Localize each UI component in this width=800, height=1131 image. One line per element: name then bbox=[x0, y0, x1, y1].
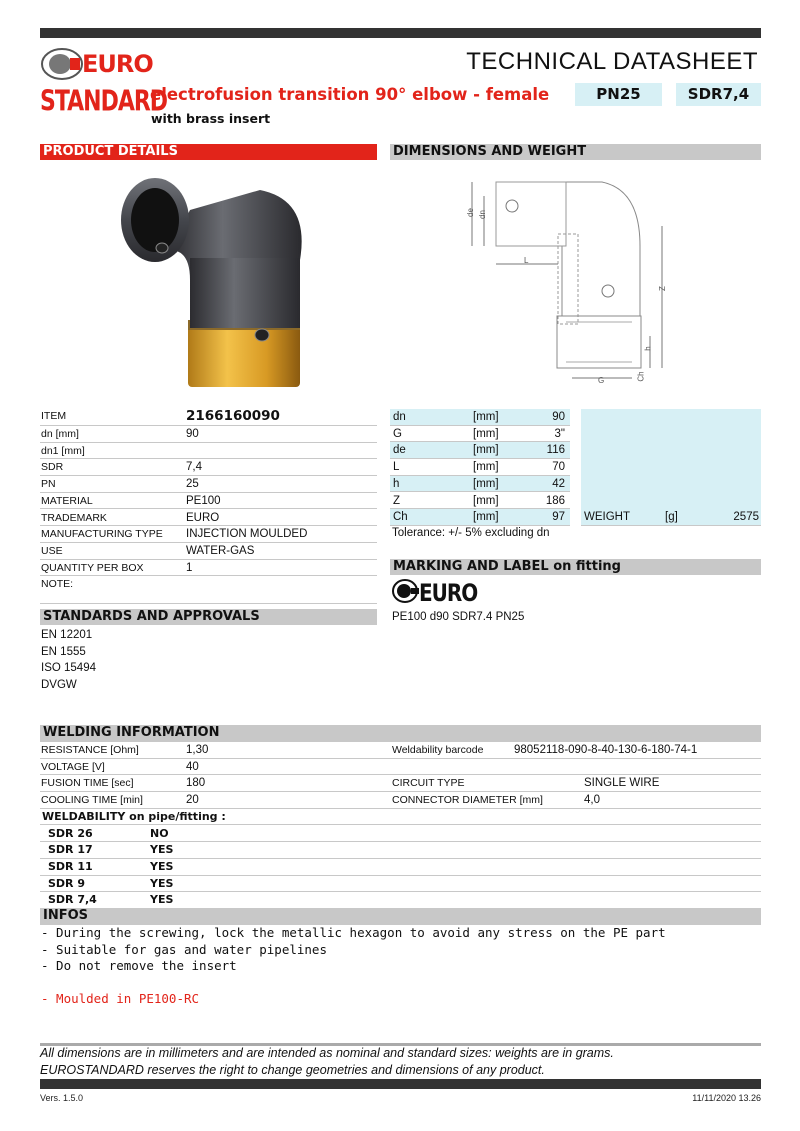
weldability-row bbox=[40, 842, 761, 859]
standard-item: ISO 15494 bbox=[41, 662, 96, 675]
product-value: 1 bbox=[186, 561, 193, 574]
product-value: EURO bbox=[186, 511, 220, 524]
product-row-note bbox=[40, 576, 377, 604]
infos-list bbox=[41, 925, 666, 975]
product-row-item bbox=[40, 408, 377, 426]
dimension-name: dn bbox=[393, 411, 406, 423]
weldability-row bbox=[40, 876, 761, 893]
product-row-material bbox=[40, 493, 377, 510]
product-label: dn [mm] bbox=[41, 428, 79, 440]
date-text: 11/11/2020 13.26 bbox=[692, 1093, 761, 1103]
dimension-row-de bbox=[390, 442, 570, 459]
dimension-unit: [mm] bbox=[473, 494, 499, 507]
technical-drawing bbox=[462, 176, 672, 390]
info-red-item: - Moulded in PE100-RC bbox=[41, 991, 200, 1006]
weldability-sdr: SDR 26 bbox=[48, 826, 93, 840]
weldability-value: YES bbox=[150, 843, 174, 857]
drawing-label-Ch: Ch bbox=[636, 371, 646, 382]
dimension-row-Ch bbox=[390, 509, 570, 526]
product-label: dn1 [mm] bbox=[41, 444, 85, 457]
dimension-value: 116 bbox=[546, 444, 565, 457]
product-label: USE bbox=[41, 544, 63, 557]
dimension-row-dn bbox=[390, 409, 570, 426]
product-label: SDR bbox=[41, 461, 64, 474]
infos-header: INFOS bbox=[40, 908, 761, 925]
logo-euro-text: EURO bbox=[82, 50, 153, 78]
dimension-row-G bbox=[390, 426, 570, 443]
standard-item: DVGW bbox=[41, 679, 77, 692]
dimension-row-Z bbox=[390, 493, 570, 510]
standard-item: EN 1555 bbox=[41, 645, 86, 658]
welding-row-fusion bbox=[40, 775, 761, 792]
product-value: PE100 bbox=[186, 494, 221, 507]
dimension-value: 97 bbox=[552, 511, 565, 524]
dimension-name: G bbox=[393, 427, 402, 440]
product-value: INJECTION MOULDED bbox=[186, 528, 308, 541]
dimension-value: 3" bbox=[554, 427, 565, 440]
info-item: - During the screwing, lock the metallic hexagon to avoid any stress on the PE part bbox=[41, 925, 666, 940]
weldability-value: YES bbox=[150, 876, 174, 890]
welding-label: VOLTAGE [V] bbox=[41, 760, 105, 773]
weight-label: WEIGHT bbox=[584, 511, 630, 524]
dimension-name: Ch bbox=[393, 511, 408, 524]
dimension-unit: [mm] bbox=[473, 411, 499, 423]
product-value: 25 bbox=[186, 478, 199, 491]
product-row-trademark bbox=[40, 510, 377, 527]
welding-value: 40 bbox=[186, 760, 199, 773]
pn-badge: PN25 bbox=[575, 83, 662, 106]
extra-dimension-column bbox=[581, 409, 761, 510]
drawing-label-G: G bbox=[598, 376, 605, 385]
product-row-use bbox=[40, 543, 377, 560]
barcode-label: Weldability barcode bbox=[392, 744, 484, 756]
product-label: NOTE: bbox=[41, 578, 74, 591]
weldability-sdr: SDR 17 bbox=[48, 843, 93, 857]
weldability-title: WELDABILITY on pipe/fitting : bbox=[42, 809, 226, 823]
product-row-manufacturing bbox=[40, 526, 377, 543]
product-with-text: with brass insert bbox=[151, 111, 271, 126]
dimension-name: Z bbox=[393, 494, 401, 507]
product-row-quantity bbox=[40, 560, 377, 577]
dimension-name: L bbox=[393, 461, 400, 474]
version-text: Vers. 1.5.0 bbox=[40, 1093, 84, 1103]
welding-value: 180 bbox=[186, 777, 206, 790]
connector-value: 4,0 bbox=[584, 794, 600, 807]
product-value: 7,4 bbox=[186, 461, 202, 474]
footer-note-2: EUROSTANDARD reserves the right to change geometries and dimensions of any product. bbox=[40, 1063, 545, 1077]
weight-row bbox=[581, 509, 761, 526]
drawing-label-de: de bbox=[465, 208, 475, 217]
marking-logo-text: EURO bbox=[419, 578, 478, 607]
welding-value: 1,30 bbox=[186, 744, 209, 756]
dimension-unit: [mm] bbox=[473, 461, 499, 474]
product-row-dn1 bbox=[40, 443, 377, 460]
weldability-title-row bbox=[40, 809, 761, 826]
info-item: - Do not remove the insert bbox=[41, 958, 237, 974]
logo-standard-text: STANDARD bbox=[40, 86, 168, 119]
weight-unit: [g] bbox=[665, 511, 678, 524]
weldability-sdr: SDR 7,4 bbox=[48, 893, 97, 907]
weight-value: 2575 bbox=[733, 511, 759, 524]
weldability-row bbox=[40, 892, 761, 909]
product-label: QUANTITY PER BOX bbox=[41, 561, 144, 574]
drawing-label-L: L bbox=[524, 256, 529, 265]
welding-label: COOLING TIME [min] bbox=[41, 794, 143, 807]
dimension-row-L bbox=[390, 459, 570, 476]
tolerance-text: Tolerance: +/- 5% excluding dn bbox=[392, 527, 550, 539]
dimension-value: 70 bbox=[552, 461, 565, 474]
drawing-label-dn: dn bbox=[477, 210, 487, 219]
info-item: - Suitable for gas and water pipelines bbox=[41, 941, 327, 957]
drawing-label-h: h bbox=[643, 346, 653, 351]
product-image bbox=[110, 170, 330, 400]
standard-item: EN 12201 bbox=[41, 629, 93, 641]
weldability-row bbox=[40, 859, 761, 876]
eurostandard-logo bbox=[40, 46, 168, 119]
dimension-name: de bbox=[393, 444, 406, 457]
standards-list bbox=[41, 627, 96, 694]
product-subtitle: electrofusion transition 90° elbow - female bbox=[150, 85, 550, 104]
weldability-value: YES bbox=[150, 893, 174, 907]
welding-label: RESISTANCE [Ohm] bbox=[41, 744, 139, 756]
dimension-unit: [mm] bbox=[473, 427, 499, 440]
dimension-value: 186 bbox=[545, 494, 565, 507]
product-details-header: PRODUCT DETAILS bbox=[40, 144, 377, 160]
circuit-label: CIRCUIT TYPE bbox=[392, 777, 465, 790]
footer-bar bbox=[40, 1079, 761, 1089]
dimension-unit: [mm] bbox=[473, 477, 499, 490]
dimension-value: 42 bbox=[552, 477, 565, 490]
weldability-sdr: SDR 9 bbox=[48, 876, 86, 890]
marking-header: MARKING AND LABEL on fitting bbox=[390, 559, 761, 575]
sdr-badge: SDR7,4 bbox=[676, 83, 761, 106]
marking-logo bbox=[392, 578, 478, 607]
product-value: 90 bbox=[186, 428, 199, 440]
connector-label: CONNECTOR DIAMETER [mm] bbox=[392, 794, 543, 807]
product-row-pn bbox=[40, 476, 377, 493]
dimension-row-h bbox=[390, 476, 570, 493]
product-label: MATERIAL bbox=[41, 494, 93, 507]
page-title: TECHNICAL DATASHEET bbox=[466, 48, 758, 75]
circuit-value: SINGLE WIRE bbox=[584, 777, 660, 790]
weldability-value: YES bbox=[150, 859, 174, 873]
dimension-value: 90 bbox=[552, 411, 565, 423]
top-bar bbox=[40, 28, 761, 38]
welding-label: FUSION TIME [sec] bbox=[41, 777, 134, 790]
marking-text: PE100 d90 SDR7.4 PN25 bbox=[392, 611, 525, 623]
standards-header: STANDARDS AND APPROVALS bbox=[40, 609, 377, 625]
product-value: WATER-GAS bbox=[186, 544, 255, 557]
product-label: ITEM bbox=[41, 410, 67, 422]
dimensions-weight-header: DIMENSIONS AND WEIGHT bbox=[390, 144, 761, 160]
product-label: TRADEMARK bbox=[41, 511, 107, 524]
weldability-row bbox=[40, 826, 761, 843]
drawing-label-Z: Z bbox=[657, 286, 667, 291]
dimension-unit: [mm] bbox=[473, 444, 499, 457]
welding-row-resistance bbox=[40, 742, 761, 759]
welding-header: WELDING INFORMATION bbox=[40, 725, 761, 742]
welding-value: 20 bbox=[186, 794, 199, 807]
weldability-sdr: SDR 11 bbox=[48, 859, 93, 873]
welding-row-cooling bbox=[40, 792, 761, 809]
product-value: 2166160090 bbox=[186, 408, 280, 424]
dimension-unit: [mm] bbox=[473, 511, 499, 524]
footer-note-1: All dimensions are in millimeters and are intended as nominal and standard sizes: weights are in grams. bbox=[40, 1046, 614, 1060]
product-label: PN bbox=[41, 478, 56, 491]
product-label: MANUFACTURING TYPE bbox=[41, 528, 163, 541]
dimension-name: h bbox=[393, 477, 400, 490]
weldability-value: NO bbox=[150, 826, 169, 840]
welding-row-voltage bbox=[40, 759, 761, 776]
product-row-dn bbox=[40, 426, 377, 443]
barcode-value: 98052118-090-8-40-130-6-180-74-1 bbox=[514, 744, 698, 756]
product-row-sdr bbox=[40, 459, 377, 476]
